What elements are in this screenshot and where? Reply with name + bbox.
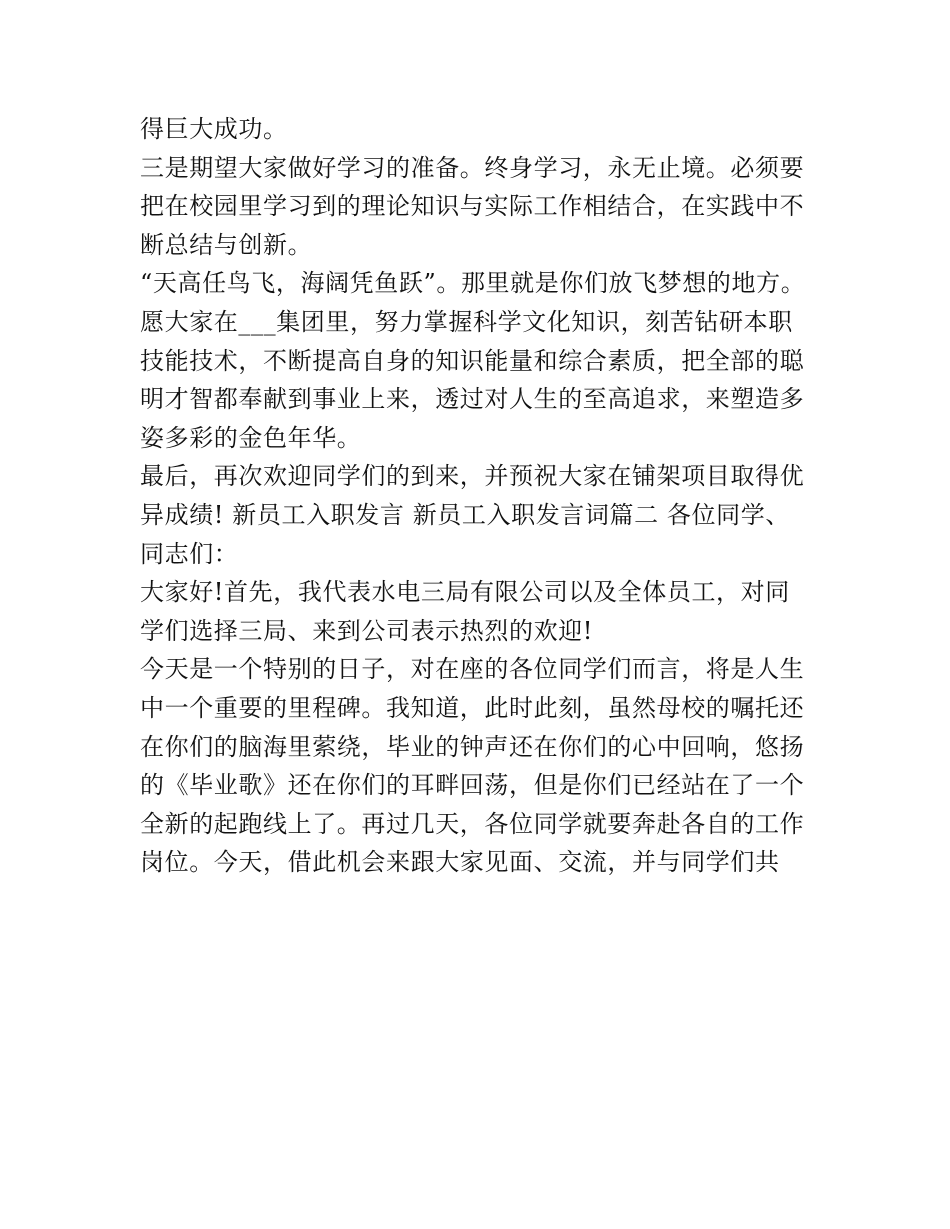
text-line: 中一个重要的里程碑。我知道，此时此刻，虽然母校的嘱托还 [140, 693, 805, 722]
text-line: 大家好!首先，我代表水电三局有限公司以及全体员工，对同 [140, 578, 790, 607]
text-line: 得巨大成功。 [140, 115, 288, 143]
text-line: 异成绩! 新员工入职发言 新员工入职发言词篇二 各位同学、 [140, 500, 790, 529]
text-line: 同志们： [140, 539, 239, 568]
text-line: 岗位。今天，借此机会来跟大家见面、交流，并与同学们共 [140, 848, 780, 877]
document-body [140, 110, 812, 882]
text-line: 明才智都奉献到事业上来，透过对人生的至高追求，来塑造多 [140, 385, 805, 414]
text-line: 今天是一个特别的日子，对在座的各位同学们而言，将是人生 [140, 655, 805, 684]
text-line: 愿大家在___集团里，努力掌握科学文化知识，刻苦钻研本职 [140, 307, 793, 336]
text-line: 在你们的脑海里萦绕，毕业的钟声还在你们的心中回响，悠扬 [140, 732, 805, 761]
text-line: 技能技术，不断提高自身的知识能量和综合素质，把全部的聪 [140, 346, 805, 375]
text-line: 学们选择三局、来到公司表示热烈的欢迎! [140, 616, 594, 645]
text-line: 姿多彩的金色年华。 [140, 423, 362, 452]
text-line: 的《毕业歌》还在你们的耳畔回荡，但是你们已经站在了一个 [140, 771, 805, 800]
text-line: “天高任鸟飞，海阔凭鱼跃”。那里就是你们放飞梦想的地方。 [140, 269, 806, 298]
text-line: 三是期望大家做好学习的准备。终身学习，永无止境。必须要 [140, 153, 805, 182]
text-line: 把在校园里学习到的理论知识与实际工作相结合，在实践中不 [140, 192, 805, 221]
text-line: 断总结与创新。 [140, 230, 313, 259]
text-line: 最后，再次欢迎同学们的到来，并预祝大家在铺架项目取得优 [140, 462, 805, 491]
text-line: 全新的起跑线上了。再过几天，各位同学就要奔赴各自的工作 [140, 809, 805, 838]
